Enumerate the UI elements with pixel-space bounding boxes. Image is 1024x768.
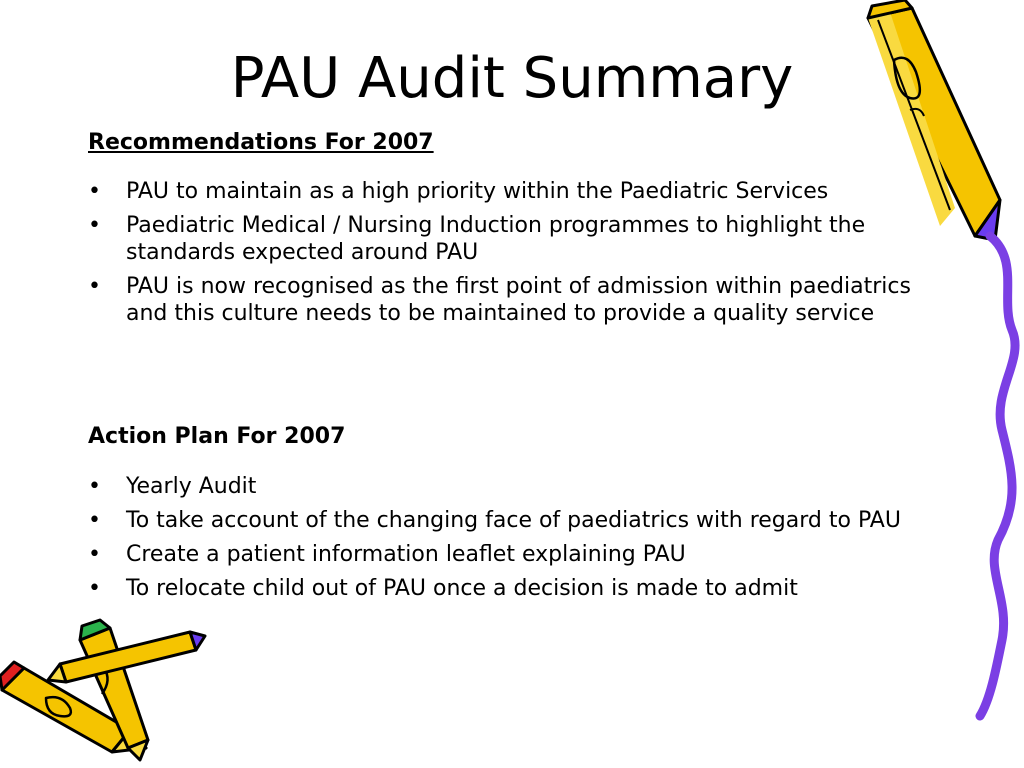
recommendation-item: • Paediatric Medical / Nursing Induction programmes to highlight the standards expected around PAU (88, 212, 958, 266)
action-item: • To relocate child out of PAU once a decision is made to admit (88, 575, 958, 602)
recommendation-item: • PAU to maintain as a high priority within the Paediatric Services (88, 178, 958, 205)
slide-title: PAU Audit Summary (230, 46, 794, 111)
recommendation-item: • PAU is now recognised as the first point of admission within paediatrics and this culture needs to be maintained to provide a quality service (88, 273, 958, 327)
action-plan-list (88, 473, 958, 602)
action-item: • To take account of the changing face of paediatrics with regard to PAU (88, 507, 958, 534)
recommendations-heading: Recommendations For 2007 (88, 130, 434, 155)
crossed-pencils-icon (0, 620, 205, 760)
action-item: • Yearly Audit (88, 473, 958, 500)
action-plan-heading: Action Plan For 2007 (88, 424, 346, 449)
action-item: • Create a patient information leaflet explaining PAU (88, 541, 958, 568)
scribble-line (980, 236, 1015, 716)
recommendations-list (88, 178, 958, 327)
